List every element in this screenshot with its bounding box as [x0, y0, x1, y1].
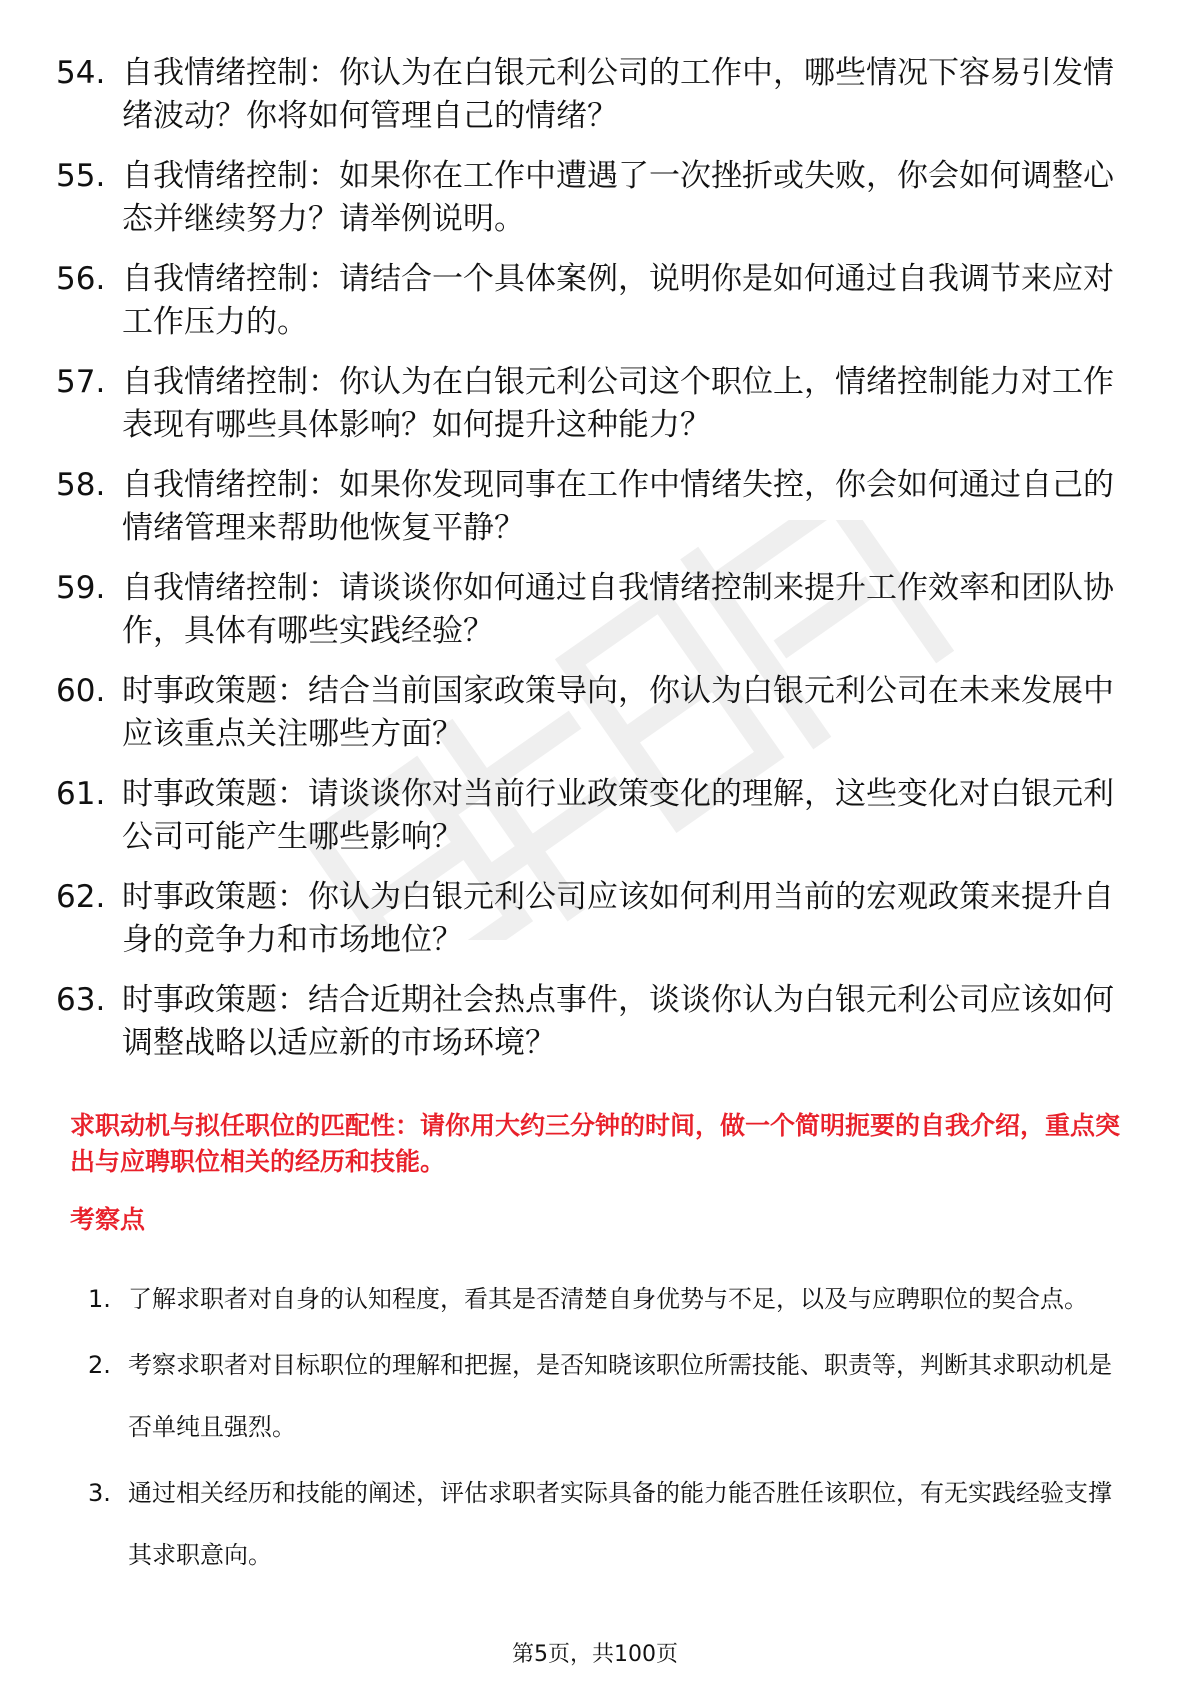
section-title: 求职动机与拟任职位的匹配性：请你用大约三分钟的时间，做一个简明扼要的自我介绍，重点突出与应聘职位相关的经历和技能。 — [70, 1111, 1121, 1176]
point-text: 了解求职者对自身的认知程度，看其是否清楚自身优势与不足，以及与应聘职位的契合点。 — [128, 1285, 1088, 1313]
question-number: 61. — [56, 776, 106, 812]
question-number: 59. — [56, 570, 106, 606]
question-text: 你认为在白银元利公司这个职位上，情绪控制能力对工作表现有哪些具体影响？如何提升这种能力？ — [122, 364, 1114, 443]
question-item — [56, 979, 1116, 1065]
point-text: 通过相关经历和技能的阐述，评估求职者实际具备的能力能否胜任该职位，有无实践经验支撑其求职意向。 — [128, 1479, 1112, 1569]
question-category: 时事政策题： — [122, 982, 308, 1018]
question-text: 请谈谈你如何通过自我情绪控制来提升工作效率和团队协作，具体有哪些实践经验？ — [122, 570, 1114, 649]
question-number: 63. — [56, 982, 106, 1018]
page-footer — [0, 1640, 1190, 1670]
question-category: 时事政策题： — [122, 673, 308, 709]
question-category: 自我情绪控制： — [122, 467, 339, 503]
assessment-points-list — [88, 1268, 1128, 1590]
question-category: 自我情绪控制： — [122, 570, 339, 606]
assessment-point — [88, 1334, 1128, 1458]
question-category: 时事政策题： — [122, 879, 308, 915]
point-number: 2. — [88, 1351, 111, 1379]
point-text: 考察求职者对目标职位的理解和把握，是否知晓该职位所需技能、职责等，判断其求职动机是否单纯且强烈。 — [128, 1351, 1112, 1441]
question-list — [56, 52, 1116, 1082]
question-item — [56, 773, 1116, 859]
question-item — [56, 876, 1116, 962]
question-number: 55. — [56, 158, 106, 194]
question-number: 54. — [56, 55, 106, 91]
question-number: 57. — [56, 364, 106, 400]
question-category: 自我情绪控制： — [122, 158, 339, 194]
question-item — [56, 670, 1116, 756]
question-category: 时事政策题： — [122, 776, 308, 812]
question-text: 如果你在工作中遭遇了一次挫折或失败，你会如何调整心态并继续努力？请举例说明。 — [122, 158, 1114, 237]
question-number: 60. — [56, 673, 106, 709]
question-item — [56, 258, 1116, 344]
question-item — [56, 567, 1116, 653]
question-text: 如果你发现同事在工作中情绪失控，你会如何通过自己的情绪管理来帮助他恢复平静？ — [122, 467, 1114, 546]
question-item — [56, 52, 1116, 138]
point-number: 3. — [88, 1479, 111, 1507]
question-text: 结合近期社会热点事件，谈谈你认为白银元利公司应该如何调整战略以适应新的市场环境？ — [122, 982, 1114, 1061]
question-number: 58. — [56, 467, 106, 503]
points-heading: 考察点 — [70, 1205, 146, 1234]
question-text: 请结合一个具体案例，说明你是如何通过自我调节来应对工作压力的。 — [122, 261, 1114, 340]
point-number: 1. — [88, 1285, 111, 1313]
question-category: 自我情绪控制： — [122, 261, 339, 297]
question-item — [56, 464, 1116, 550]
question-number: 62. — [56, 879, 106, 915]
assessment-point — [88, 1268, 1128, 1330]
page-number: 第5页，共100页 — [512, 1642, 678, 1667]
assessment-point — [88, 1462, 1128, 1586]
question-text: 结合当前国家政策导向，你认为白银元利公司在未来发展中应该重点关注哪些方面？ — [122, 673, 1114, 752]
question-item — [56, 155, 1116, 241]
question-category: 自我情绪控制： — [122, 364, 339, 400]
question-text: 你认为白银元利公司应该如何利用当前的宏观政策来提升自身的竞争力和市场地位？ — [122, 879, 1114, 958]
question-text: 请谈谈你对当前行业政策变化的理解，这些变化对白银元利公司可能产生哪些影响？ — [122, 776, 1114, 855]
question-number: 56. — [56, 261, 106, 297]
question-category: 自我情绪控制： — [122, 55, 339, 91]
question-text: 你认为在白银元利公司的工作中，哪些情况下容易引发情绪波动？你将如何管理自己的情绪？ — [122, 55, 1114, 134]
question-item — [56, 361, 1116, 447]
